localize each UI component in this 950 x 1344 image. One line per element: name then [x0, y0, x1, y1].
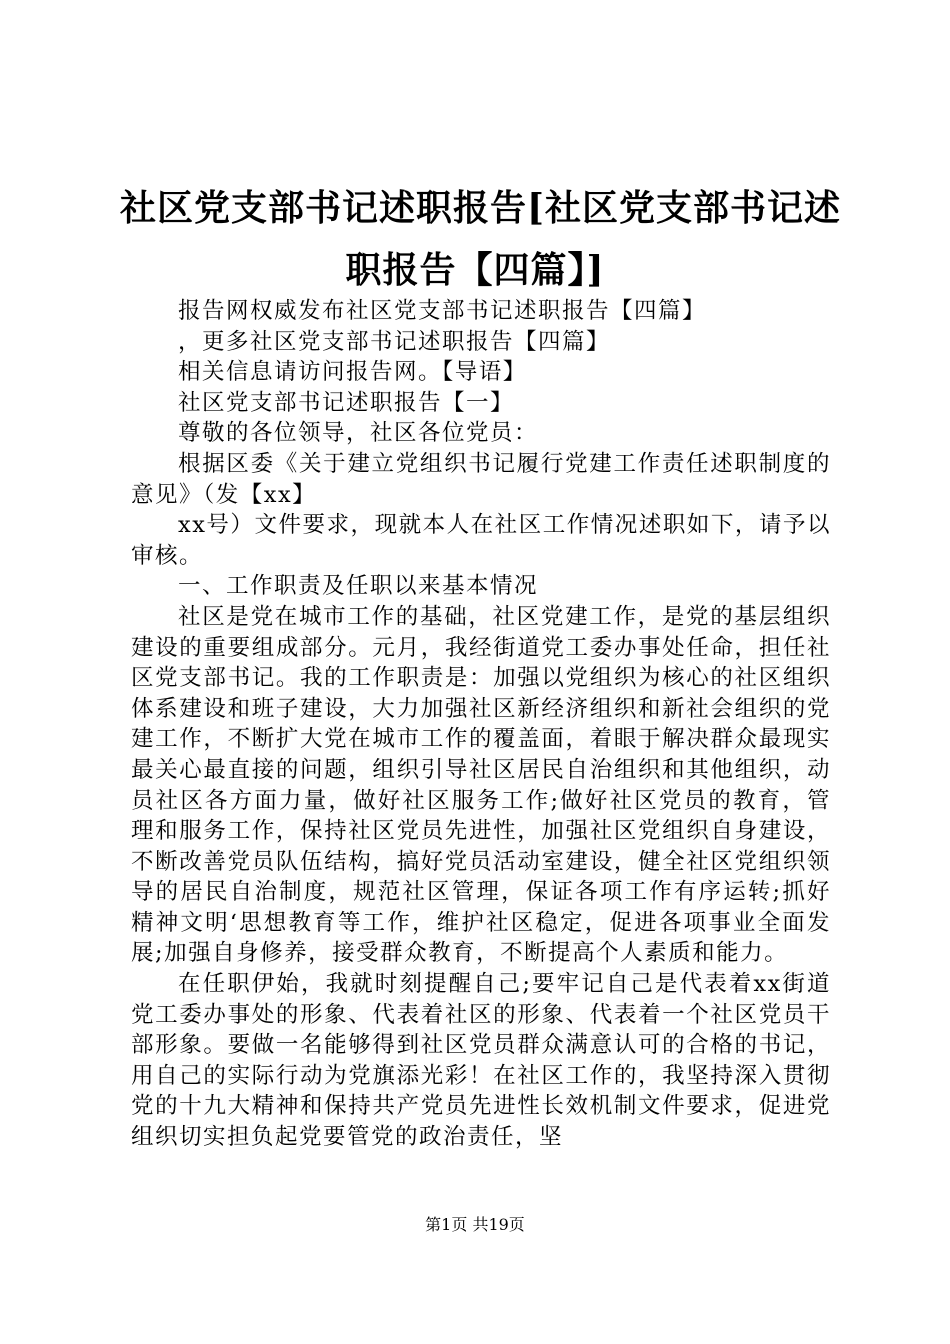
paragraph-2: ，更多社区党支部书记述职报告【四篇】	[178, 328, 611, 355]
paragraph-7: xx号）文件要求，现就本人在社区工作情况述职如下，请予以审核。	[131, 512, 831, 569]
document-title-line-2: 职报告【四篇】]	[345, 249, 605, 291]
paragraph-6: 根据区委《关于建立党组织书记履行党建工作责任述职制度的意见》（发【xx】	[131, 450, 831, 508]
paragraph-1: 报告网权威发布社区党支部书记述职报告【四篇】	[178, 298, 707, 324]
page-number-footer: 第1页 共19页	[425, 1215, 525, 1234]
section-heading-1: 一、工作职责及任职以来基本情况	[178, 573, 539, 600]
paragraph-3: 相关信息请访问报告网。【导语】	[178, 359, 527, 386]
paragraph-9: 社区是党在城市工作的基础，社区党建工作，是党的基层组织建设的重要组成部分。元月，我经街道党工委办事处任命，担任社区党支部书记。我的工作职责是：加强以党组织为核心的社区组织体系建设和班子建设，大力加强社区新经济组织和新社会组织的党建工作，不断扩大党在城市工作的覆盖面，着眼于解决群众最现实最关心最直接的问题，组织引导社区居民自治组织和其他组织，动员社区各方面力量，做好社区服务工作;做好社区党员的教育，管理和服务工作，保持社区党员先进性，加强社区党组织自身建设，不断改善党员队伍结构，搞好党员活动室建设，健全社区党组织领导的居民自治制度，规范社区管理，保证各项工作有序运转;抓好精神文明‘思想教育等工作，维护社区稳定，促进各项事业全面发展;加强自身修养，接受群众教育，不断提高个人素质和能力。	[131, 603, 831, 967]
paragraph-5: 尊敬的各位领导，社区各位党员：	[178, 420, 539, 447]
paragraph-10: 在任职伊始，我就时刻提醒自己;要牢记自己是代表着xx街道党工委办事处的形象、代表着社区的形象、代表着一个社区党员干部形象。要做一名能够得到社区党员群众满意认可的合格的书记，用自己的实际行动为党旗添光彩！在社区工作的，我坚持深入贯彻党的十九大精神和保持共产党员先进性长效机制文件要求，促进党组织切实担负起党要管党的政治责任，坚	[131, 971, 831, 1151]
document-title-line-1: 社区党支部书记述职报告[社区党支部书记述	[120, 187, 842, 229]
paragraph-4: 社区党支部书记述职报告【一】	[178, 389, 515, 416]
document-body	[131, 296, 831, 1153]
